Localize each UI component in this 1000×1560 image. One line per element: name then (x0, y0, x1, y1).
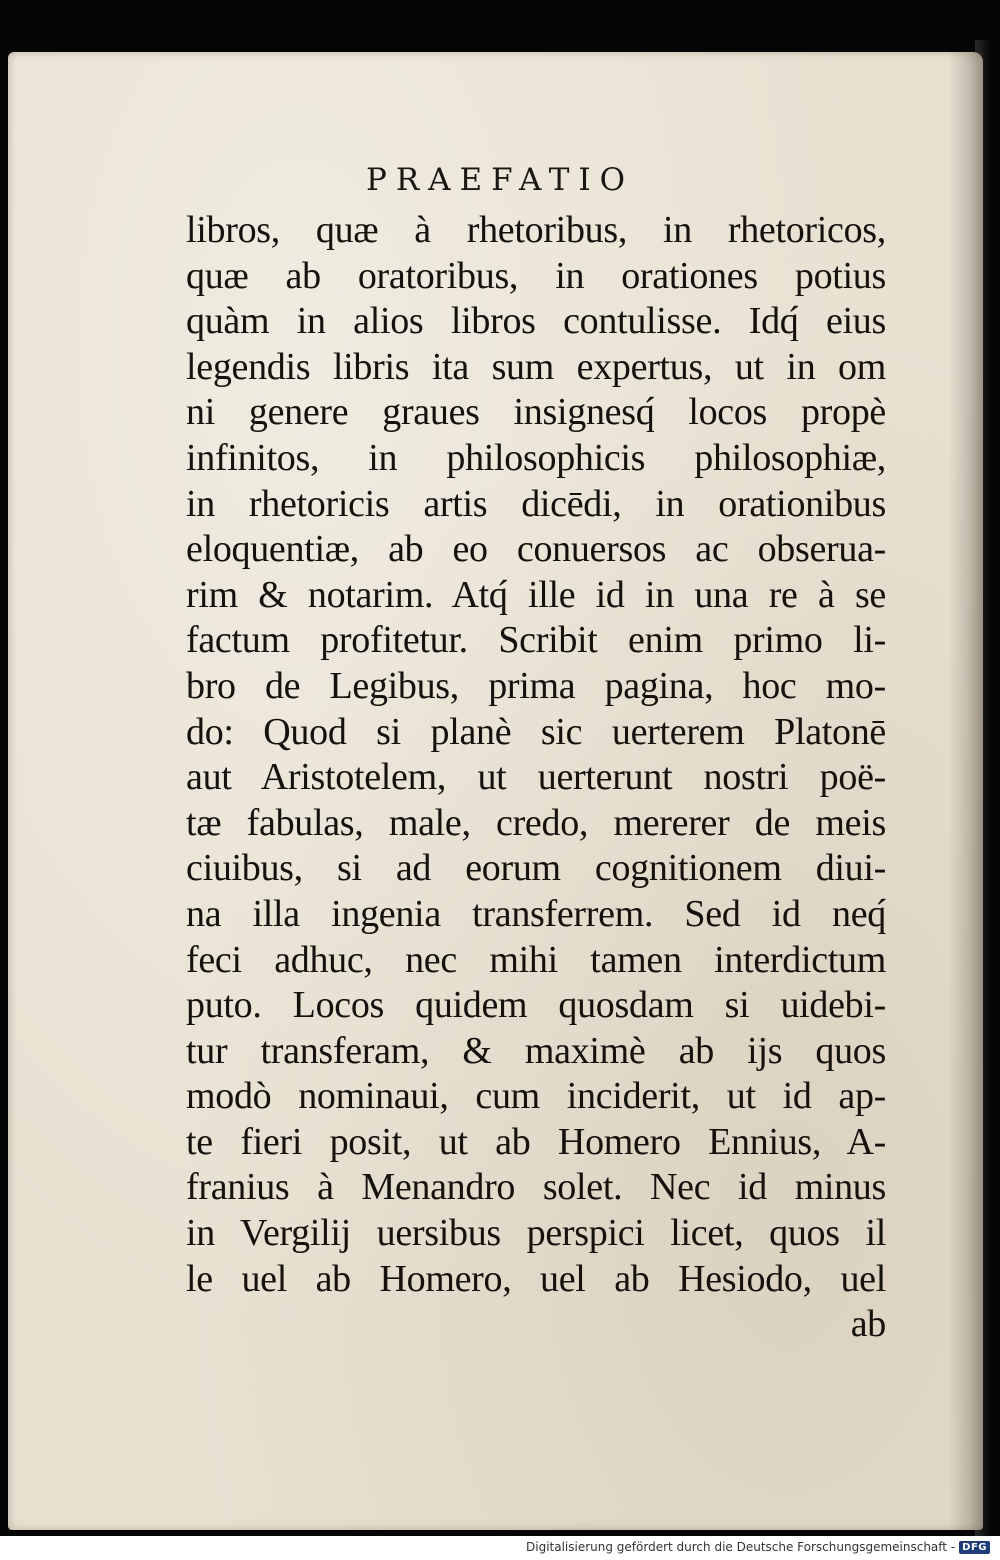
text-line: ni genere graues insignesq́ locos propè (186, 391, 886, 434)
text-line: quàm in alios libros contulisse. Idq́ eius (186, 300, 886, 343)
text-line: in rhetoricis artis dicēdi, in orationibus (186, 482, 886, 525)
text-line: na illa ingenia transferrem. Sed id neq́ (186, 892, 886, 935)
text-line: tur transferam, & maximè ab ijs quos (186, 1029, 886, 1072)
text-line: te fieri posit, ut ab Homero Ennius, A- (186, 1120, 886, 1163)
text-line: infinitos, in philosophicis philosophiæ, (186, 436, 886, 479)
footer-bar (0, 1536, 1000, 1560)
text-line: aut Aristotelem, ut uerterunt nostri poë- (186, 756, 886, 799)
dfg-logo: DFG (959, 1541, 990, 1554)
text-line: le uel ab Homero, uel ab Hesiodo, uel (186, 1257, 886, 1300)
page-shadow (948, 52, 983, 1530)
text-line: do: Quod si planè sic uerterem Platonē (186, 710, 886, 753)
text-line: tæ fabulas, male, credo, mererer de meis (186, 801, 886, 844)
text-line: puto. Locos quidem quosdam si uidebi- (186, 984, 886, 1027)
footer-credit-text: Digitalisierung gefördert durch die Deutsche Forschungsgemeinschaft - (526, 1540, 956, 1554)
text-line: factum profitetur. Scribit enim primo li- (186, 619, 886, 662)
catchword: ab (850, 1303, 886, 1346)
text-line: libros, quæ à rhetoribus, in rhetoricos, (186, 209, 886, 251)
text-line: in Vergilij uersibus perspici licet, quos il (186, 1212, 886, 1255)
text-line: bro de Legibus, prima pagina, hoc mo- (186, 664, 886, 707)
text-line: modò nominaui, cum inciderit, ut id ap- (186, 1075, 886, 1118)
footer-credit (526, 1540, 990, 1554)
body-text (186, 208, 886, 1348)
text-line: ciuibus, si ad eorum cognitionem diui- (186, 847, 886, 890)
text-line: franius à Menandro solet. Nec id minus (186, 1166, 886, 1209)
text-line: quæ ab oratoribus, in orationes potius (186, 254, 886, 297)
text-line: rim & notarim. Atq́ ille id in una re à se (186, 573, 886, 616)
text-line: feci adhuc, nec mihi tamen interdictum (186, 938, 886, 981)
text-line: eloquentiæ, ab eo conuersos ac obserua- (186, 528, 886, 571)
text-line: legendis libris ita sum expertus, ut in om (186, 345, 886, 388)
running-head: PRAEFATIO (365, 162, 635, 198)
